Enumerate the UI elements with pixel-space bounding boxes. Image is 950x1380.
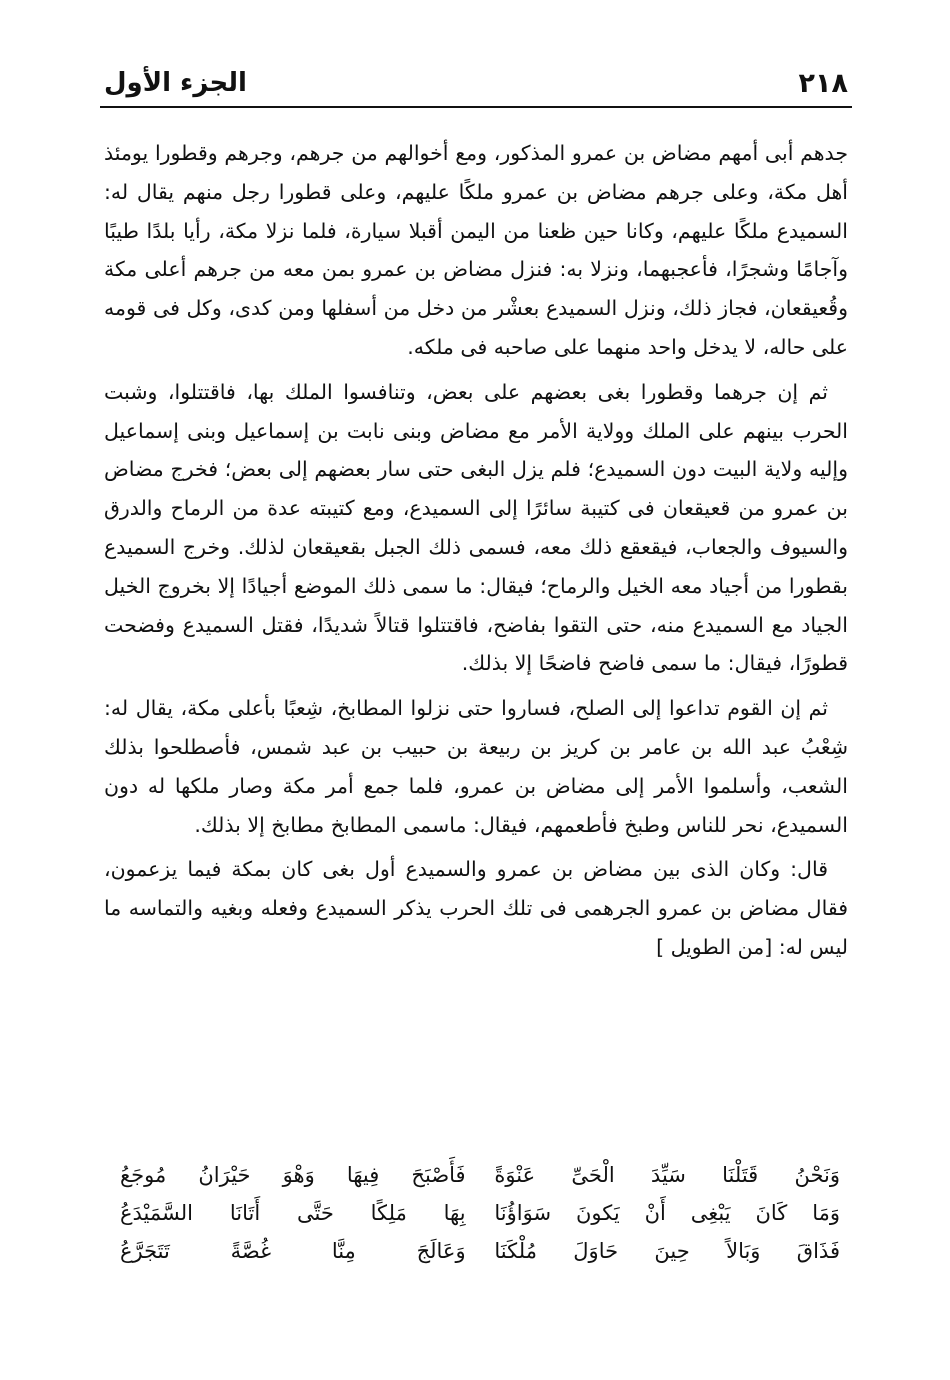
running-title: الجزء الأول (104, 68, 247, 98)
paragraph: ثم إن جرهما وقطورا بغى بعضهم على بعض، وتنافسوا الملك بها، فاقتتلوا، وشبت الحرب بينهم على الملك وولاية الأمر مع مضاض وبنى نابت بن إسماعيل وبنى إسماعيل وإليه ولاية البيت دون السميدع؛ فلم يزل البغى حتى سار بعضهم إلى بعض؛ فخرج مضاض بن عمرو من قعيقعان فى كتيبة سائرًا إلى السميدع، ومع كتيبته عدة من الرماح والدرق والسيوف والجعاب، فيقعقع ذلك معه، فسمى ذلك الجبل بقعيقعان لذلك. وخرج السميدع بقطورا من أجياد معه الخيل والرماح؛ فيقال: ما سمى ذلك الموضع أجيادًا إلا بخروج الخيل الجياد مع السميدع منه، حتى التقوا بفاضح، فاقتتلوا قتالاً شديدًا، فقتل السميدع وفضحت قطورًا، فيقال: ما سمى فاضح فاضحًا إلا بذلك. (104, 379, 848, 676)
body-text (104, 134, 848, 973)
verse-second-hemistich: فَأَصْبَحَ فِيهَا وَهْوَ حَيْرَانُ مُوجَعُ (120, 1163, 466, 1187)
verse-second-hemistich: بِهَا مَلِكًا حَتَّى أَتَانَا السَّمَيْدَعُ (120, 1201, 466, 1225)
verse-line (120, 1156, 840, 1194)
verse-line (120, 1232, 840, 1270)
verse-first-hemistich: فَذَاقَ وَبَالاً حِينَ حَاوَلَ مُلْكَنَا (494, 1239, 840, 1263)
paragraph: ثم إن القوم تداعوا إلى الصلح، فساروا حتى نزلوا المطابخ، شِعبًا بأعلى مكة، يقال له: شِعْبُ عبد الله بن عامر بن كريز بن ربيعة بن حبيب بن عبد شمس، فأصطلحوا بذلك الشعب، وأسلموا الأمر إلى مضاض بن عمرو، فلما جمع أمر مكة وصار ملكها له دون السميدع، نحر للناس وطبخ فأطعمهم، فيقال: ماسمى المطابخ مطابخ إلا بذلك. (104, 696, 848, 837)
paragraph: قال: وكان الذى بين مضاض بن عمرو والسميدع أول بغى كان بمكة فيما يزعمون، فقال مضاض بن عمرو الجرهمى فى تلك الحرب يذكر السميدع وفعله وبغيه والتماسه ما ليس له: [من الطويل ] (104, 857, 848, 959)
verse-first-hemistich: وَنَحْنُ قَتَلْنَا سَيِّدَ الْحَىِّ عَنْوَةً (494, 1163, 840, 1187)
page-header (100, 60, 852, 108)
paragraph: جدهم أبى أمهم مضاض بن عمرو المذكور، ومع أخوالهم من جرهم، وجرهم وقطورا يومئذ أهل مكة، وعلى جرهم مضاض بن عمرو ملكًا عليهم، وعلى قطورا رجل منهم يقال له: السميدع ملكًا عليهم، وكانا حين ظعنا من اليمن أقبلا سيارة، فلما نزلا مكة، رأيا بلدًا طيبًا وآجامًا وشجرًا، فأعجبهما، ونزلا به: فنزل مضاض بن عمرو بمن معه من جرهم أعلى مكة وقُعيقعان، فجاز ذلك، ونزل السميدع بعشْر من دخل من أسفلها ومن كدى، وكل فى قومه على حاله، لا يدخل واحد منهما على صاحبه فى ملكه. (104, 141, 848, 359)
verse-second-hemistich: وَعَالَجَ مِنَّا غُصَّةً تَتَجَرَّعُ (120, 1239, 466, 1263)
page-number: ٢١٨ (798, 68, 848, 99)
poem-verses (120, 1156, 840, 1270)
verse-line (120, 1194, 840, 1232)
verse-first-hemistich: وَمَا كَانَ يَبْغِى أَنْ يَكونَ سَوَاؤُنَا (494, 1201, 840, 1225)
